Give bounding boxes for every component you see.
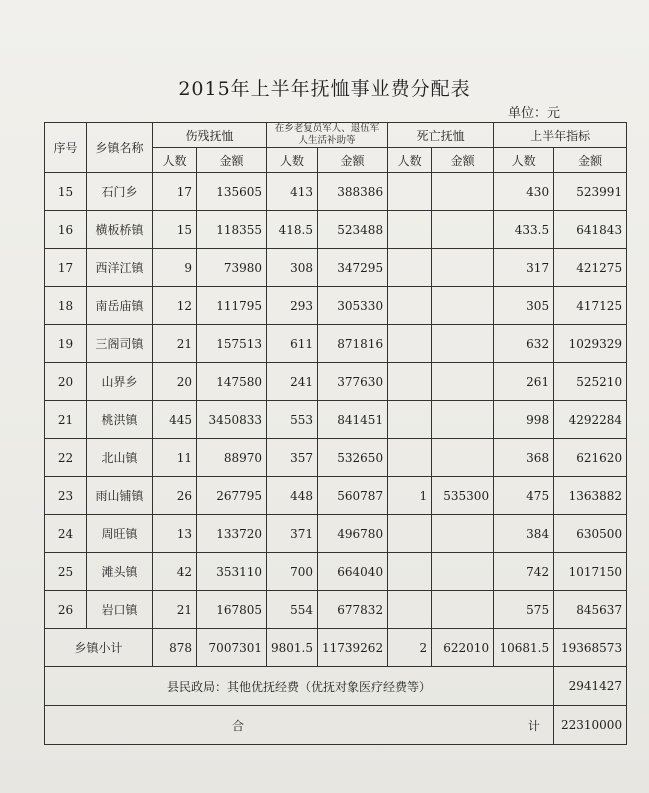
disability-people: 13 <box>153 515 197 553</box>
seq-cell: 18 <box>45 287 87 325</box>
disability-people: 42 <box>153 553 197 591</box>
disability-amount: 133720 <box>197 515 267 553</box>
veterans-amount: 388386 <box>318 173 388 211</box>
death-people <box>388 553 432 591</box>
table-row <box>45 477 627 515</box>
target-amount: 845637 <box>554 591 627 629</box>
seq-cell: 15 <box>45 173 87 211</box>
town-name: 岩口镇 <box>87 591 153 629</box>
subtotal-target-amount: 19368573 <box>554 629 627 667</box>
death-amount <box>432 287 494 325</box>
header-amount: 金额 <box>318 148 388 173</box>
death-amount <box>432 363 494 401</box>
header-people: 人数 <box>494 148 554 173</box>
target-amount: 421275 <box>554 249 627 287</box>
subtotal-death-amount: 622010 <box>432 629 494 667</box>
disability-people: 17 <box>153 173 197 211</box>
death-people <box>388 591 432 629</box>
disability-people: 26 <box>153 477 197 515</box>
town-name: 滩头镇 <box>87 553 153 591</box>
subtotal-target-people: 10681.5 <box>494 629 554 667</box>
death-amount <box>432 173 494 211</box>
disability-people: 12 <box>153 287 197 325</box>
veterans-people: 448 <box>267 477 318 515</box>
target-amount: 523991 <box>554 173 627 211</box>
county-label: 县民政局：其他优抚经费（优抚对象医疗经费等） <box>45 667 554 706</box>
veterans-people: 700 <box>267 553 318 591</box>
allocation-table <box>44 122 627 745</box>
death-amount <box>432 401 494 439</box>
subtotal-row <box>45 629 627 667</box>
total-amount: 22310000 <box>554 706 627 745</box>
death-people <box>388 401 432 439</box>
target-amount: 621620 <box>554 439 627 477</box>
veterans-people: 241 <box>267 363 318 401</box>
town-name: 石门乡 <box>87 173 153 211</box>
veterans-people: 554 <box>267 591 318 629</box>
seq-cell: 23 <box>45 477 87 515</box>
town-name: 山界乡 <box>87 363 153 401</box>
disability-amount: 157513 <box>197 325 267 363</box>
target-people: 632 <box>494 325 554 363</box>
veterans-amount: 664040 <box>318 553 388 591</box>
header-row-top <box>45 123 627 148</box>
death-people <box>388 515 432 553</box>
header-people: 人数 <box>153 148 197 173</box>
death-amount <box>432 325 494 363</box>
veterans-amount: 305330 <box>318 287 388 325</box>
death-people <box>388 439 432 477</box>
table-row <box>45 515 627 553</box>
disability-people: 445 <box>153 401 197 439</box>
death-people <box>388 363 432 401</box>
table-row <box>45 173 627 211</box>
veterans-amount: 677832 <box>318 591 388 629</box>
town-name: 横板桥镇 <box>87 211 153 249</box>
death-people <box>388 325 432 363</box>
unit-label: 单位：元 <box>508 106 561 121</box>
seq-cell: 26 <box>45 591 87 629</box>
target-amount: 1363882 <box>554 477 627 515</box>
target-amount: 1029329 <box>554 325 627 363</box>
town-name: 三阁司镇 <box>87 325 153 363</box>
death-amount: 535300 <box>432 477 494 515</box>
disability-people: 20 <box>153 363 197 401</box>
target-amount: 417125 <box>554 287 627 325</box>
death-people: 1 <box>388 477 432 515</box>
header-amount: 金额 <box>432 148 494 173</box>
seq-cell: 20 <box>45 363 87 401</box>
disability-amount: 147580 <box>197 363 267 401</box>
disability-people: 21 <box>153 591 197 629</box>
county-amount: 2941427 <box>554 667 627 706</box>
seq-cell: 24 <box>45 515 87 553</box>
table-row <box>45 591 627 629</box>
town-name: 桃洪镇 <box>87 401 153 439</box>
veterans-people: 293 <box>267 287 318 325</box>
town-name: 西洋江镇 <box>87 249 153 287</box>
header-amount: 金额 <box>197 148 267 173</box>
target-people: 261 <box>494 363 554 401</box>
disability-amount: 353110 <box>197 553 267 591</box>
header-amount: 金额 <box>554 148 627 173</box>
total-label-right: 计 <box>527 718 540 733</box>
document-title: 2015年上半年抚恤事业费分配表 <box>178 78 471 100</box>
veterans-people: 357 <box>267 439 318 477</box>
target-people: 317 <box>494 249 554 287</box>
target-amount: 641843 <box>554 211 627 249</box>
subtotal-veterans-amount: 11739262 <box>318 629 388 667</box>
target-people: 384 <box>494 515 554 553</box>
table-row <box>45 249 627 287</box>
disability-amount: 3450833 <box>197 401 267 439</box>
target-people: 433.5 <box>494 211 554 249</box>
target-amount: 525210 <box>554 363 627 401</box>
veterans-people: 418.5 <box>267 211 318 249</box>
death-people <box>388 173 432 211</box>
veterans-amount: 523488 <box>318 211 388 249</box>
death-amount <box>432 439 494 477</box>
header-target: 上半年指标 <box>494 123 627 148</box>
table-row <box>45 363 627 401</box>
table-row <box>45 439 627 477</box>
header-people: 人数 <box>267 148 318 173</box>
disability-amount: 135605 <box>197 173 267 211</box>
total-label-left: 合 <box>231 718 244 733</box>
seq-cell: 25 <box>45 553 87 591</box>
veterans-amount: 377630 <box>318 363 388 401</box>
death-amount <box>432 515 494 553</box>
veterans-people: 553 <box>267 401 318 439</box>
town-name: 南岳庙镇 <box>87 287 153 325</box>
veterans-people: 611 <box>267 325 318 363</box>
death-amount <box>432 553 494 591</box>
table-row <box>45 401 627 439</box>
subtotal-disability-amount: 7007301 <box>197 629 267 667</box>
target-amount: 1017150 <box>554 553 627 591</box>
subtotal-veterans-people: 9801.5 <box>267 629 318 667</box>
header-seq: 序号 <box>45 123 87 173</box>
header-disability: 伤残抚恤 <box>153 123 267 148</box>
veterans-amount: 841451 <box>318 401 388 439</box>
seq-cell: 21 <box>45 401 87 439</box>
veterans-amount: 560787 <box>318 477 388 515</box>
veterans-people: 371 <box>267 515 318 553</box>
target-people: 368 <box>494 439 554 477</box>
seq-cell: 16 <box>45 211 87 249</box>
death-people <box>388 249 432 287</box>
subtotal-death-people: 2 <box>388 629 432 667</box>
disability-people: 21 <box>153 325 197 363</box>
veterans-people: 308 <box>267 249 318 287</box>
total-label-cell <box>45 706 554 745</box>
header-town: 乡镇名称 <box>87 123 153 173</box>
disability-amount: 88970 <box>197 439 267 477</box>
total-row <box>45 706 627 745</box>
header-people: 人数 <box>388 148 432 173</box>
table-row <box>45 287 627 325</box>
veterans-people: 413 <box>267 173 318 211</box>
seq-cell: 17 <box>45 249 87 287</box>
town-name: 周旺镇 <box>87 515 153 553</box>
target-people: 742 <box>494 553 554 591</box>
death-amount <box>432 211 494 249</box>
target-people: 475 <box>494 477 554 515</box>
veterans-amount: 532650 <box>318 439 388 477</box>
veterans-amount: 347295 <box>318 249 388 287</box>
disability-amount: 167805 <box>197 591 267 629</box>
county-row <box>45 667 627 706</box>
target-amount: 4292284 <box>554 401 627 439</box>
target-amount: 630500 <box>554 515 627 553</box>
target-people: 575 <box>494 591 554 629</box>
disability-amount: 111795 <box>197 287 267 325</box>
table-row <box>45 553 627 591</box>
death-people <box>388 211 432 249</box>
disability-people: 11 <box>153 439 197 477</box>
disability-amount: 267795 <box>197 477 267 515</box>
header-veterans: 在乡老复员军人、退伍军人生活补助等 <box>267 123 388 148</box>
disability-amount: 118355 <box>197 211 267 249</box>
town-name: 雨山铺镇 <box>87 477 153 515</box>
subtotal-label: 乡镇小计 <box>45 629 153 667</box>
table-body <box>45 173 627 629</box>
seq-cell: 19 <box>45 325 87 363</box>
seq-cell: 22 <box>45 439 87 477</box>
town-name: 北山镇 <box>87 439 153 477</box>
table-row <box>45 211 627 249</box>
disability-people: 9 <box>153 249 197 287</box>
disability-people: 15 <box>153 211 197 249</box>
death-amount <box>432 591 494 629</box>
veterans-amount: 871816 <box>318 325 388 363</box>
death-amount <box>432 249 494 287</box>
target-people: 430 <box>494 173 554 211</box>
disability-amount: 73980 <box>197 249 267 287</box>
veterans-amount: 496780 <box>318 515 388 553</box>
table-row <box>45 325 627 363</box>
subtotal-disability-people: 878 <box>153 629 197 667</box>
target-people: 998 <box>494 401 554 439</box>
header-death: 死亡抚恤 <box>388 123 494 148</box>
target-people: 305 <box>494 287 554 325</box>
death-people <box>388 287 432 325</box>
